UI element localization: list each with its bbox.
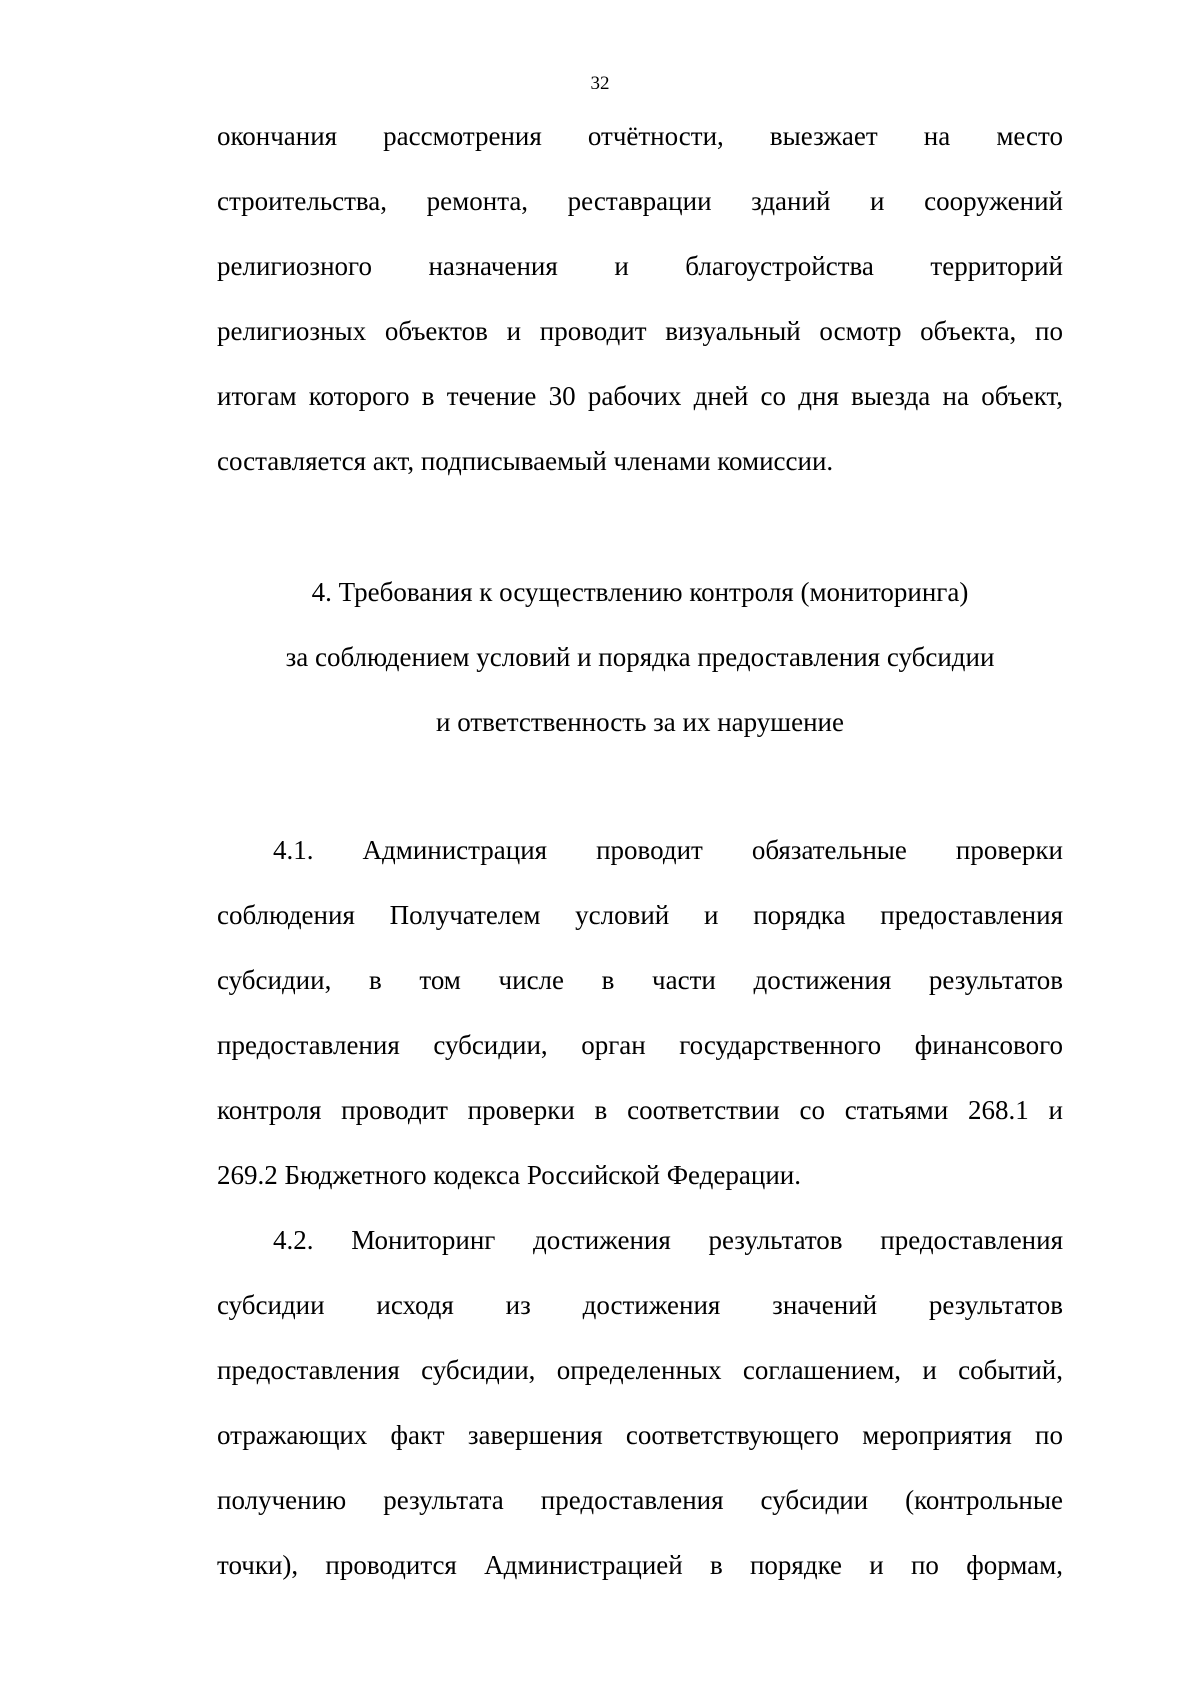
- text-line: субсидии исходя из достижения значений результатов: [217, 1290, 1063, 1320]
- text-line: соблюдения Получателем условий и порядка предоставления: [217, 900, 1063, 930]
- text-line: религиозных объектов и проводит визуальный осмотр объекта, по: [217, 316, 1063, 346]
- text-line: отражающих факт завершения соответствующего мероприятия по: [217, 1420, 1063, 1450]
- section-heading: [217, 560, 1063, 755]
- text-line: предоставления субсидии, орган государственного финансового: [217, 1030, 1063, 1060]
- text-line: получению результата предоставления субсидии (контрольные: [217, 1485, 1063, 1515]
- text-line: окончания рассмотрения отчётности, выезжает на место: [217, 121, 1063, 151]
- heading-line: и ответственность за их нарушение: [436, 707, 844, 737]
- heading-line: 4. Требования к осуществлению контроля (мониторинга): [311, 577, 969, 607]
- text-line: 4.2. Мониторинг достижения результатов предоставления: [273, 1225, 1063, 1255]
- page-number: 32: [590, 73, 610, 94]
- text-line: строительства, ремонта, реставрации зданий и сооружений: [217, 186, 1063, 216]
- text-line: итогам которого в течение 30 рабочих дней со дня выезда на объект,: [217, 381, 1063, 411]
- paragraph-4-2: [217, 1208, 1063, 1598]
- text-line: точки), проводится Администрацией в порядке и по формам,: [217, 1550, 1063, 1580]
- text-line: религиозного назначения и благоустройства территорий: [217, 251, 1063, 281]
- text-line: 4.1. Администрация проводит обязательные проверки: [273, 835, 1063, 865]
- text-line: предоставления субсидии, определенных соглашением, и событий,: [217, 1355, 1063, 1385]
- text-line: 269.2 Бюджетного кодекса Российской Федерации.: [217, 1160, 801, 1190]
- text-line: контроля проводит проверки в соответствии со статьями 268.1 и: [217, 1095, 1063, 1125]
- heading-line: за соблюдением условий и порядка предоставления субсидии: [285, 642, 995, 672]
- text-line: составляется акт, подписываемый членами комиссии.: [217, 446, 834, 476]
- text-line: субсидии, в том числе в части достижения результатов: [217, 965, 1063, 995]
- paragraph-4-1: [217, 818, 1063, 1208]
- paragraph-continuation: [217, 104, 1063, 494]
